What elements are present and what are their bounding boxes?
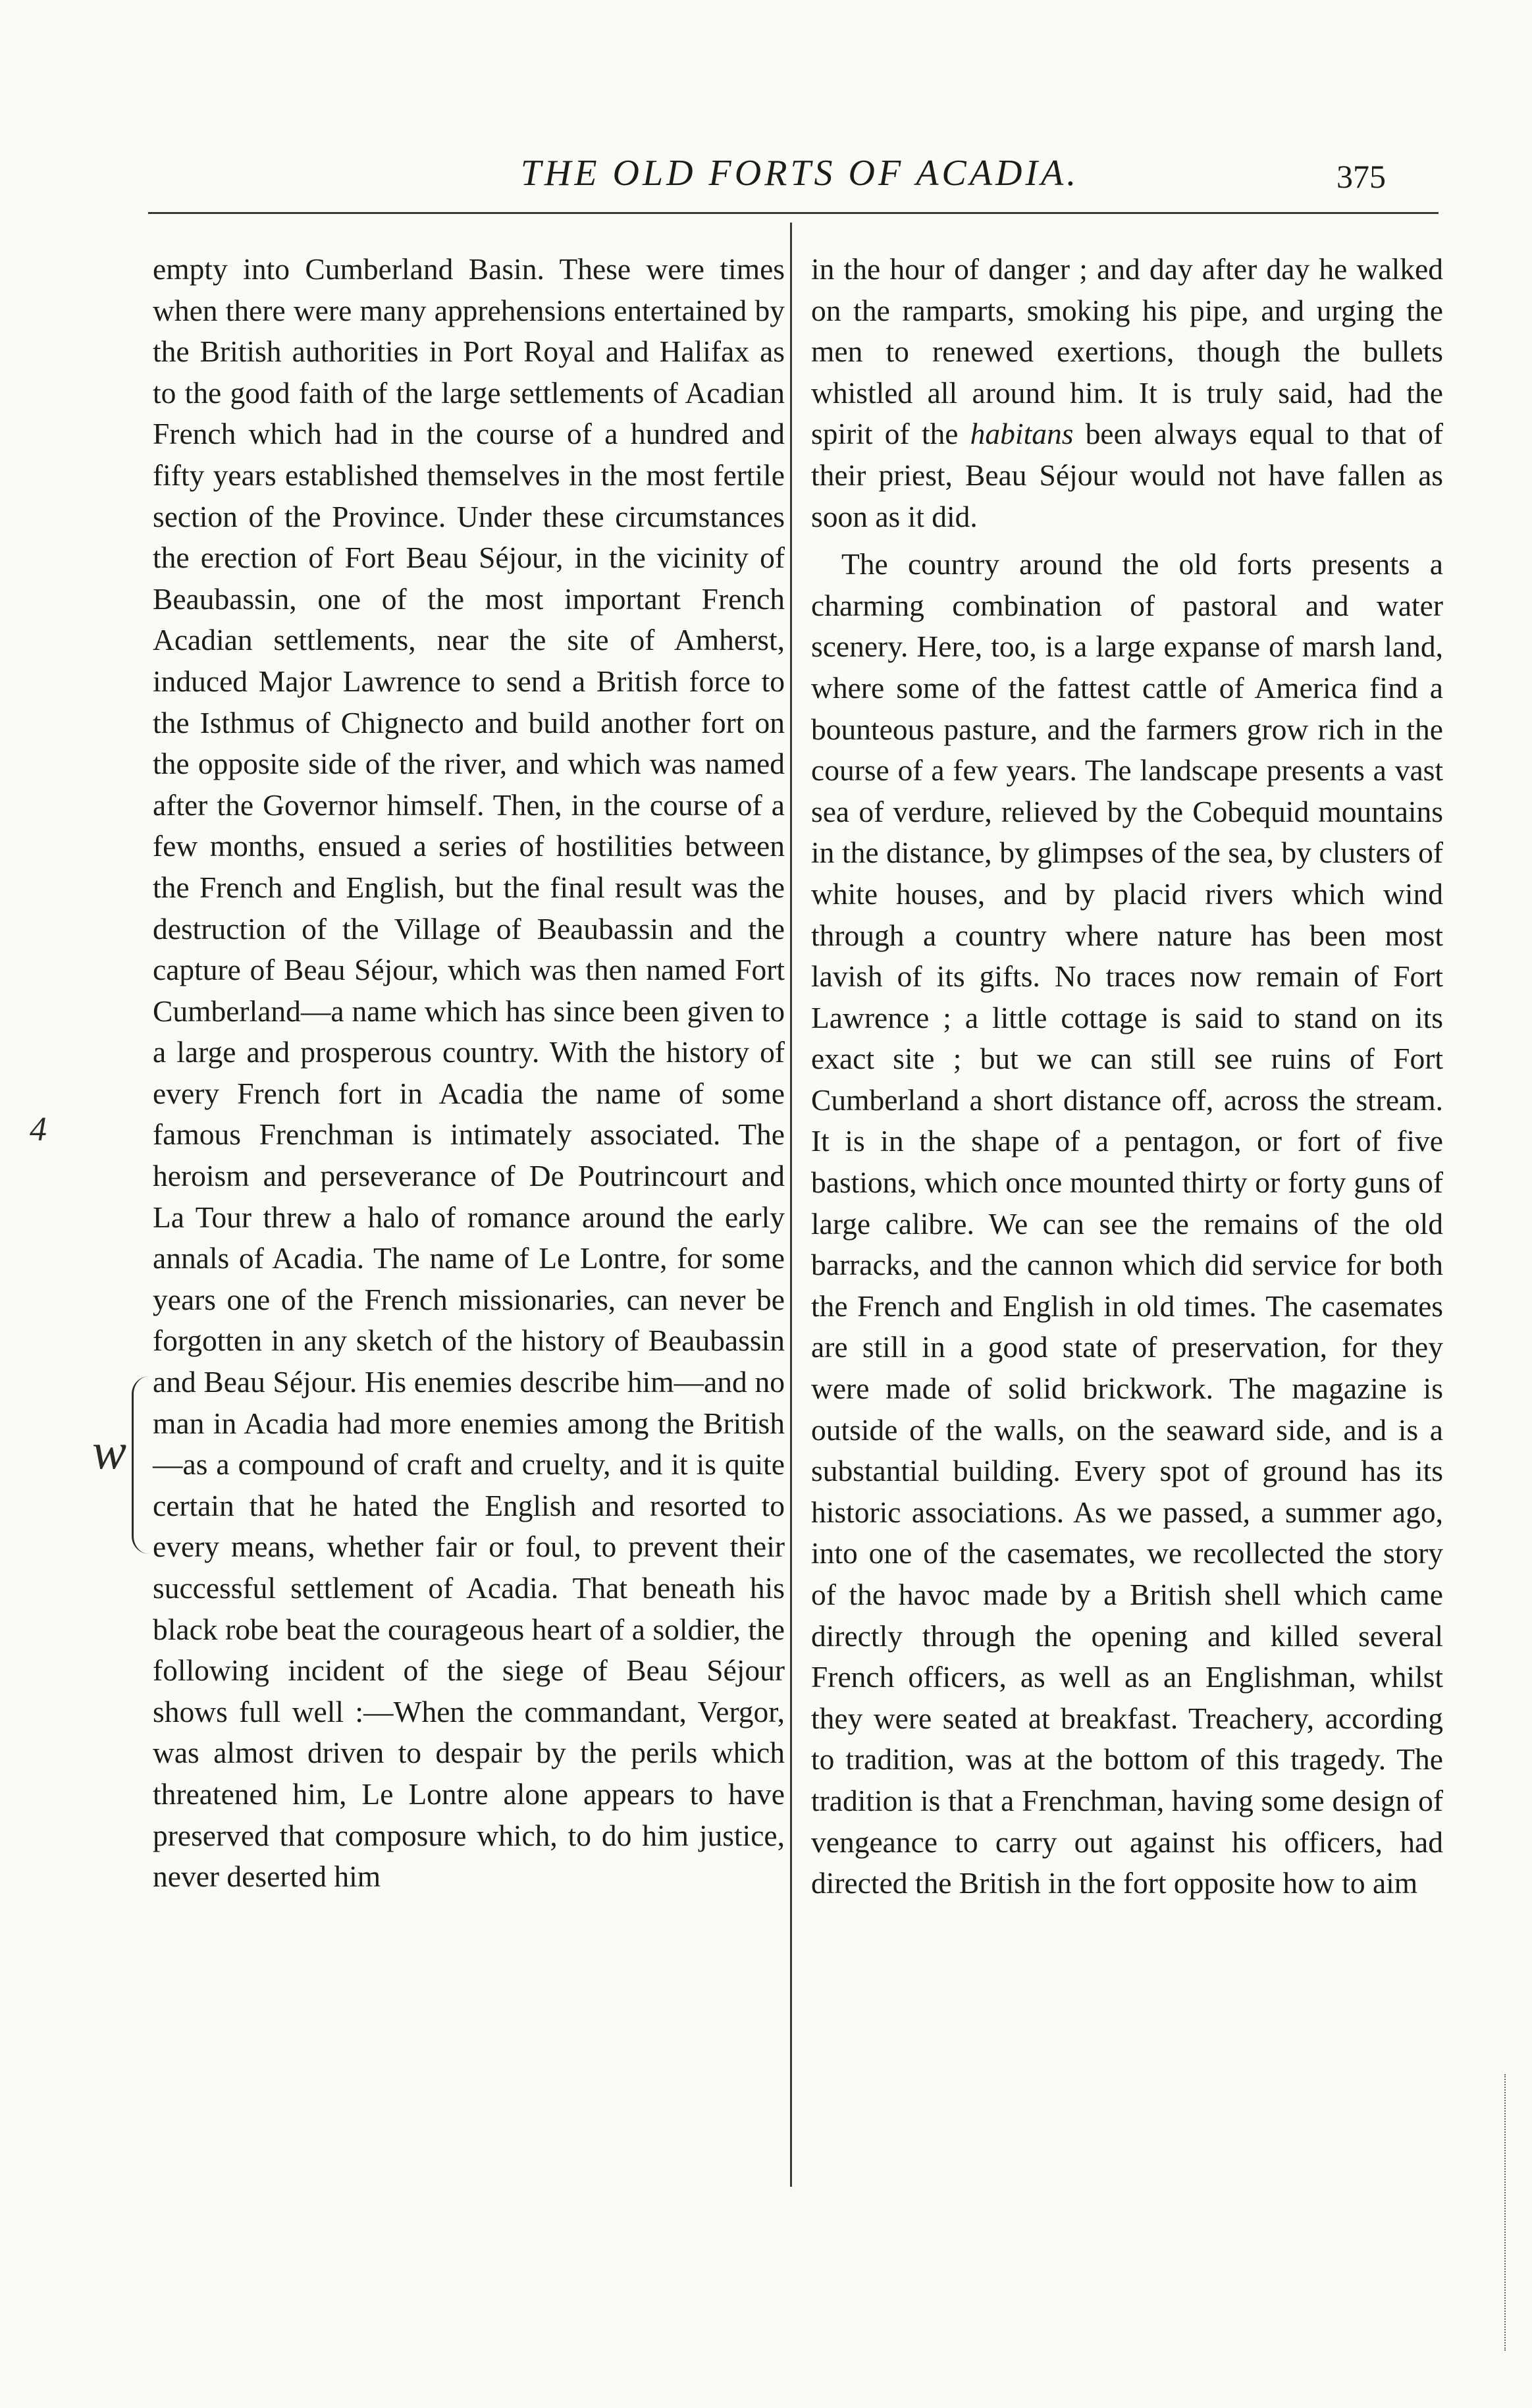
page-number: 375 [1336, 158, 1386, 195]
left-column [153, 249, 785, 1898]
right-paragraph-1-text-b: been always equal to that of their priest, Beau Séjour would not have fallen as soon as it did. [811, 417, 1443, 533]
left-paragraph-1: empty into Cumberland Basin. These were times when there were many apprehensions entertained by the British authorities in Port Royal and Halifax as to the good faith of the large settlements of Acadian French which had in the course of a hundred and fifty years established themselves in the most fertile section of the Province. Under these circumstances the erection of Fort Beau Séjour, in the vicinity of Beaubassin, one of the most important French Acadian settlements, near the site of Amherst, induced Major Lawrence to send a British force to the Isthmus of Chignecto and build another fort on the opposite side of the river, and which was named after the Governor himself. Then, in the course of a few months, ensued a series of hostilities between the French and English, but the final result was the destruction of the Village of Beaubassin and the capture of Beau Séjour, which was then named Fort Cumberland—a name which has since been given to a large and prosperous country. With the history of every French fort in Acadia the name of some famous Frenchman is intimately associated. The heroism and perseverance of De Poutrincourt and La Tour threw a halo of romance around the early annals of Acadia. The name of Le Lontre, for some years one of the French missionaries, can never be forgotten in any sketch of the history of Beaubassin and Beau Séjour. His enemies describe him—and no man in Acadia had more enemies among the British—as a compound of craft and cruelty, and it is quite certain that he hated the English and resorted to every means, whether fair or foul, to prevent their successful settlement of Acadia. That beneath his black robe beat the courageous heart of a soldier, the following incident of the siege of Beau Séjour shows full well :—When the commandant, Vergor, was almost driven to despair by the perils which threatened him, Le Lontre alone appears to have preserved that composure which, to do him justice, never deserted him [153, 252, 785, 1894]
right-column [811, 249, 1443, 1904]
handwritten-margin-4: 4 [30, 1111, 47, 1148]
running-title: THE OLD FORTS OF ACADIA. [520, 153, 1080, 194]
italic-word-habitans: habitans [970, 417, 1074, 451]
column-divider [790, 223, 792, 2187]
right-paragraph-1 [811, 249, 1443, 537]
running-head [0, 155, 1532, 214]
right-paragraph-2: The country around the old forts presents a charming combination of pastoral and water scenery. Here, too, is a large expanse of marsh land, where some of the fattest cattle of America find a bounteous pasture, and the farmers grow rich in the course of a few years. The landscape presents a vast sea of verdure, relieved by the Cobequid mountains in the distance, by glimpses of the sea, by clusters of white houses, and by placid rivers which wind through a country where nature has been most lavish of its gifts. No traces now remain of Fort Lawrence ; a little cottage is said to stand on its exact site ; but we can still see ruins of Fort Cumberland a short distance off, across the stream. It is in the shape of a pentagon, or fort of five bastions, which once mounted thirty or forty guns of large calibre. We can see the remains of the old barracks, and the cannon which did service for both the French and English in old times. The casemates are still in a good state of preservation, for they were made of solid brickwork. The magazine is outside of the walls, on the seaward side, and is a substantial building. Every spot of ground has its historic associations. As we passed, a summer ago, into one of the casemates, we recollected the story of the havoc made by a British shell which came directly through the opening and killed several French officers, as well as an Englishman, whilst they were seated at breakfast. Treachery, according to tradition, was at the bottom of this tragedy. The tradition is that a Frenchman, having some design of vengeance to carry out against his officers, had directed the British in the fort opposite how to aim [811, 547, 1443, 1900]
scan-edge-specks [1504, 2074, 1506, 2351]
handwritten-margin-w: w [92, 1422, 127, 1480]
margin-bracket [132, 1376, 149, 1554]
header-rule [148, 212, 1439, 214]
right-paragraph-1-text-a: in the hour of danger ; and day after day he walked on the ramparts, smoking his pipe, and urging the men to renewed exertions, though the bullets whistled all around him. It is truly said, had the spirit of the [811, 252, 1443, 451]
